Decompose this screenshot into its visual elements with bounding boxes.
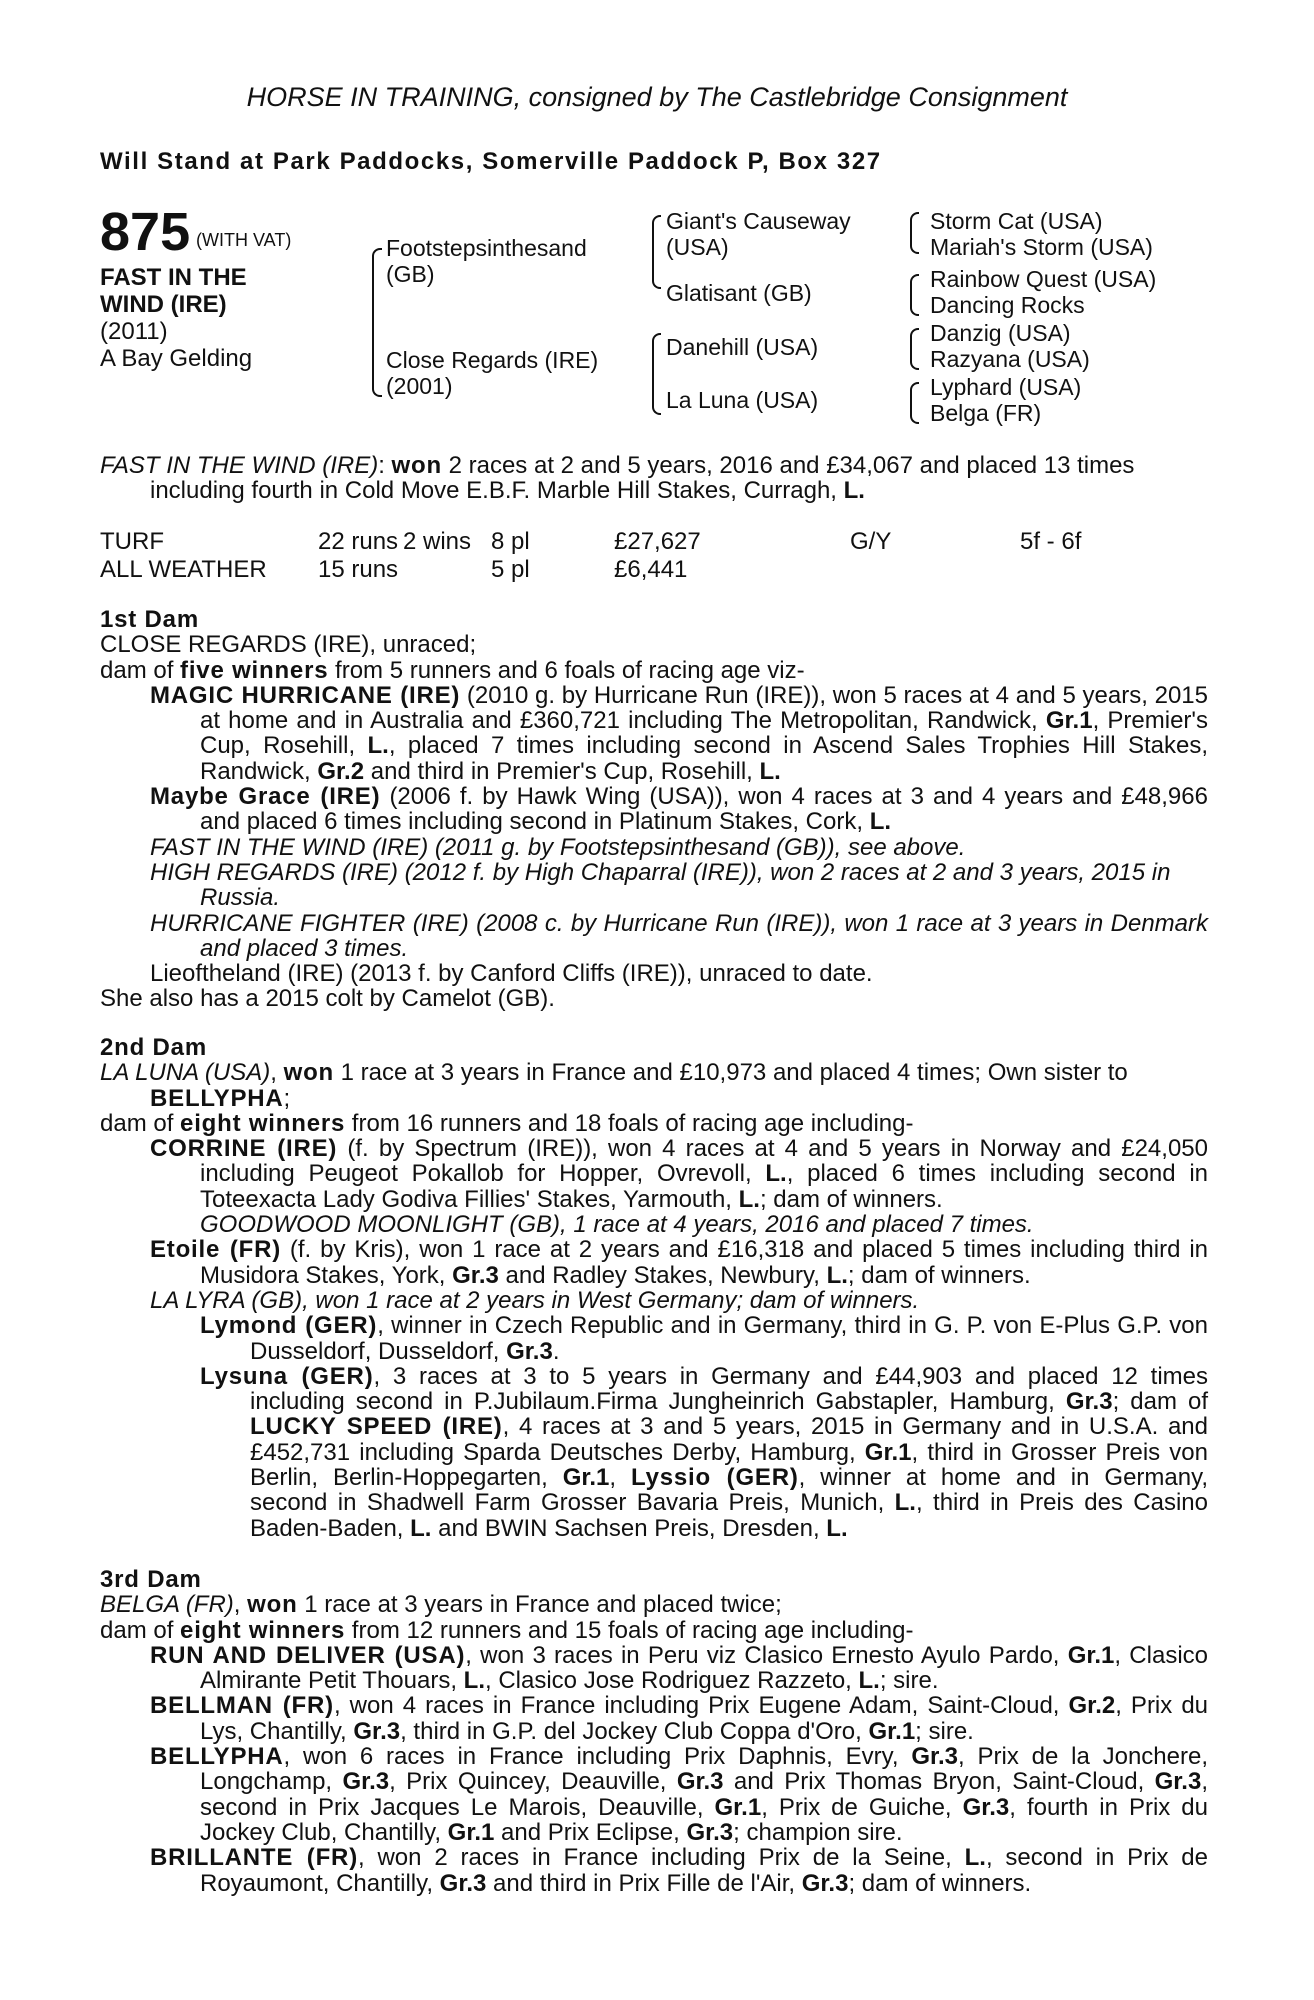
third-dam-heading: 3rd Dam [100, 1566, 202, 1593]
produce-etoile: Etoile (FR) (f. by Kris), won 1 race at 2 years and £16,318 and placed 5 times including third in Musidora Stakes, York, Gr.3 and Radley Stakes, Newbury, L.; dam of winners. [150, 1236, 1209, 1289]
sire-dam: Glatisant (GB) [666, 280, 812, 306]
first-dam-name: CLOSE REGARDS (IRE), unraced; [100, 631, 477, 659]
produce-la-lyra: LA LYRA (GB), won 1 race at 2 years in West Germany; dam of winners. [150, 1286, 920, 1314]
table-row [100, 556, 1081, 584]
summary-listed: L. [843, 477, 865, 505]
race-summary: FAST IN THE WIND (IRE): won 2 races at 2 and 5 years, 2016 and £34,067 and placed 13 times including fourth in Cold Move E.B.F. Marble Hill Stakes, Curragh, L. [100, 452, 1135, 505]
pedigree-brace-gen1 [372, 248, 382, 397]
pedigree-brace-gen3a [910, 212, 919, 254]
horse-year: (2011) [100, 318, 168, 345]
horse-name [100, 264, 247, 318]
gen3-2: Mariah's Storm (USA) [930, 234, 1153, 260]
going: G/Y [850, 528, 892, 555]
first-dam-heading: 1st Dam [100, 606, 199, 633]
first-dam-produce: dam of five winners from 5 runners and 6 foals of racing age viz- [100, 656, 805, 684]
dam-dam: La Luna (USA) [666, 387, 819, 413]
third-dam-section [100, 1567, 1208, 1896]
first-dam-section [100, 607, 1208, 1012]
gen3-1: Storm Cat (USA) [930, 208, 1103, 234]
gen3-8: Belga (FR) [930, 400, 1042, 426]
summary-text2: including fourth in Cold Move E.B.F. Marble Hill Stakes, Curragh, [150, 477, 844, 505]
gen3-group-2 [930, 266, 1156, 318]
page-title: HORSE IN TRAINING, consigned by The Castlebridge Consignment [246, 82, 1068, 112]
summary-horse: FAST IN THE WIND (IRE) [100, 452, 379, 479]
gen3-6: Razyana (USA) [930, 346, 1090, 372]
second-dam-section [100, 1035, 1208, 1541]
wins-count: 2 wins [403, 528, 472, 555]
sire-sire-name: Giant's Causeway [666, 208, 851, 234]
second-dam-sister: BELLYPHA; [150, 1084, 291, 1112]
placed-count: 5 pl [491, 556, 530, 583]
third-dam-name: BELGA (FR), won 1 race at 3 years in France and placed twice; [100, 1591, 782, 1619]
produce-lysuna: Lysuna (GER), 3 races at 3 to 5 years in Germany and £44,903 and placed 12 times including second in P.Jubilaum.Firma Jungheinrich Gabstapler, Hamburg, Gr.3; dam of LUCKY SPEED (IRE), 4 races at 3 and 5 years, 2015 in Germany and in U.S.A. and £452,731 including Sparda Deutsches Derby, Hamburg, Gr.1, third in Grosser Preis von Berlin, Berlin-Hoppegarten, Gr.1, Lyssio (GER), winner at home and in Germany, second in Shadwell Farm Grosser Bavaria Preis, Munich, L., third in Preis des Casino Baden-Baden, L. and BWIN Sachsen Preis, Dresden, L. [200, 1362, 1209, 1542]
distance [1020, 556, 1081, 584]
pedigree-brace-gen2b [652, 333, 661, 415]
sire-country: (GB) [386, 261, 435, 287]
produce-brillante: BRILLANTE (FR), won 2 races in France including Prix de la Seine, L., second in Prix de Royaumont, Chantilly, Gr.3 and third in Prix Fille de l'Air, Gr.3; dam of winners. [150, 1844, 1208, 1897]
gen3-group-3 [930, 320, 1090, 372]
table-row [100, 528, 1081, 556]
distance: 5f - 6f [1020, 528, 1082, 555]
horse-name-line2: WIND (IRE) [100, 291, 227, 318]
gen3-5: Danzig (USA) [930, 320, 1071, 346]
gen3-4: Dancing Rocks [930, 292, 1085, 318]
sire-sire [666, 208, 851, 260]
summary-text1: 2 races at 2 and 5 years, 2016 and £34,067 and placed 13 times [441, 452, 1135, 479]
produce-lymond: Lymond (GER), winner in Czech Republic and in Germany, third in G. P. von E-Plus G.P. von Dusseldorf, Dusseldorf, Gr.3. [200, 1312, 1208, 1365]
pedigree-brace-gen2a [652, 215, 661, 289]
produce-goodwood: GOODWOOD MOONLIGHT (GB), 1 race at 4 years, 2016 and placed 7 times. [200, 1211, 1034, 1239]
surface: ALL WEATHER [100, 556, 267, 583]
dam [386, 347, 598, 399]
sire-name: Footstepsinthesand [386, 235, 587, 261]
produce-magic-hurricane: MAGIC HURRICANE (IRE) (2010 g. by Hurricane Run (IRE)), won 5 races at 4 and 5 years, 2015 at home and in Australia and £360,721 including The Metropolitan, Randwick, Gr.1, Premier's Cup, Rosehill, L., placed 7 times including second in Ascend Sales Trophies Hill Stakes, Randwick, Gr.2 and third in Premier's Cup, Rosehill, L. [150, 681, 1209, 785]
wins-count [403, 556, 491, 584]
gen3-7: Lyphard (USA) [930, 374, 1082, 400]
produce-high-regards: HIGH REGARDS (IRE) (2012 f. by High Chaparral (IRE)), won 2 races at 2 and 3 years, 2015 in Russia. [150, 858, 1171, 912]
second-dam-heading: 2nd Dam [100, 1034, 207, 1061]
produce-fast-in-the-wind: FAST IN THE WIND (IRE) (2011 g. by Footstepsinthesand (GB)), see above. [150, 833, 966, 861]
earnings: £6,441 [614, 556, 688, 583]
race-record-table [100, 528, 1081, 584]
surface: TURF [100, 528, 164, 555]
dam-sire: Danehill (USA) [666, 334, 819, 360]
second-dam-name: LA LUNA (USA), won 1 race at 3 years in France and £10,973 and placed 4 times; Own sister to [100, 1059, 1128, 1087]
gen3-group-1 [930, 208, 1153, 260]
placed-count: 8 pl [491, 528, 530, 555]
horse-description: A Bay Gelding [100, 345, 253, 372]
produce-run-and-deliver: RUN AND DELIVER (USA), won 3 races in Peru viz Clasico Ernesto Ayulo Pardo, Gr.1, Clasico Almirante Petit Thouars, L., Clasico Jose Rodriguez Razzeto, L.; sire. [150, 1641, 1209, 1695]
dam-year: (2001) [386, 373, 453, 399]
runs-count: 15 runs [318, 556, 399, 583]
lot-number: 875 [100, 202, 191, 262]
third-dam-produce: dam of eight winners from 12 runners and 15 foals of racing age including- [100, 1616, 914, 1644]
produce-note: She also has a 2015 colt by Camelot (GB). [100, 985, 555, 1013]
produce-maybe-grace: Maybe Grace (IRE) (2006 f. by Hawk Wing (USA)), won 4 races at 3 and 4 years and £48,966 and placed 6 times including second in Platinum Stakes, Cork, L. [150, 783, 1208, 836]
dam-name: Close Regards (IRE) [386, 347, 599, 373]
produce-bellypha: BELLYPHA, won 6 races in France including Prix Daphnis, Evry, Gr.3, Prix de la Jonchere, Longchamp, Gr.3, Prix Quincey, Deauville, Gr.3 and Prix Thomas Bryon, Saint-Cloud, Gr.3, second in Prix Jacques Le Marois, Deauville, Gr.1, Prix de Guiche, Gr.3, fourth in Prix du Jockey Club, Chantilly, Gr.1 and Prix Eclipse, Gr.3; champion sire. [150, 1743, 1208, 1846]
pedigree-brace-gen3d [910, 382, 919, 424]
gen3-group-4 [930, 374, 1081, 426]
earnings: £27,627 [614, 528, 701, 555]
horse-name-line1: FAST IN THE [100, 264, 247, 291]
sire [386, 235, 587, 287]
sire-sire-country: (USA) [666, 234, 729, 260]
produce-lieoftheland: Lieoftheland (IRE) (2013 f. by Canford Cliffs (IRE)), unraced to date. [150, 960, 873, 988]
vat-label: (WITH VAT) [196, 230, 292, 250]
produce-hurricane-fighter: HURRICANE FIGHTER (IRE) (2008 c. by Hurricane Run (IRE)), won 1 race at 3 years in Denmark and placed 3 times. [150, 909, 1208, 962]
produce-corrine: CORRINE (IRE) (f. by Spectrum (IRE)), won 4 races at 4 and 5 years in Norway and £24,050 including Peugeot Pokallob for Hopper, Ovrevoll, L., placed 6 times including second in Toteexacta Lady Godiva Fillies' Stakes, Yarmouth, L.; dam of winners. [150, 1135, 1208, 1213]
going [850, 556, 1020, 584]
pedigree-brace-gen3b [910, 274, 919, 316]
second-dam-produce: dam of eight winners from 16 runners and 18 foals of racing age including- [100, 1109, 914, 1137]
runs-count: 22 runs [318, 528, 399, 555]
stand-location: Will Stand at Park Paddocks, Somerville Paddock P, Box 327 [100, 148, 882, 175]
pedigree-brace-gen3c [910, 328, 919, 370]
produce-bellman: BELLMAN (FR), won 4 races in France including Prix Eugene Adam, Saint-Cloud, Gr.2, Prix du Lys, Chantilly, Gr.3, third in G.P. del Jockey Club Coppa d'Oro, Gr.1; sire. [150, 1692, 1209, 1745]
summary-won: won [391, 452, 442, 479]
gen3-3: Rainbow Quest (USA) [930, 266, 1157, 292]
